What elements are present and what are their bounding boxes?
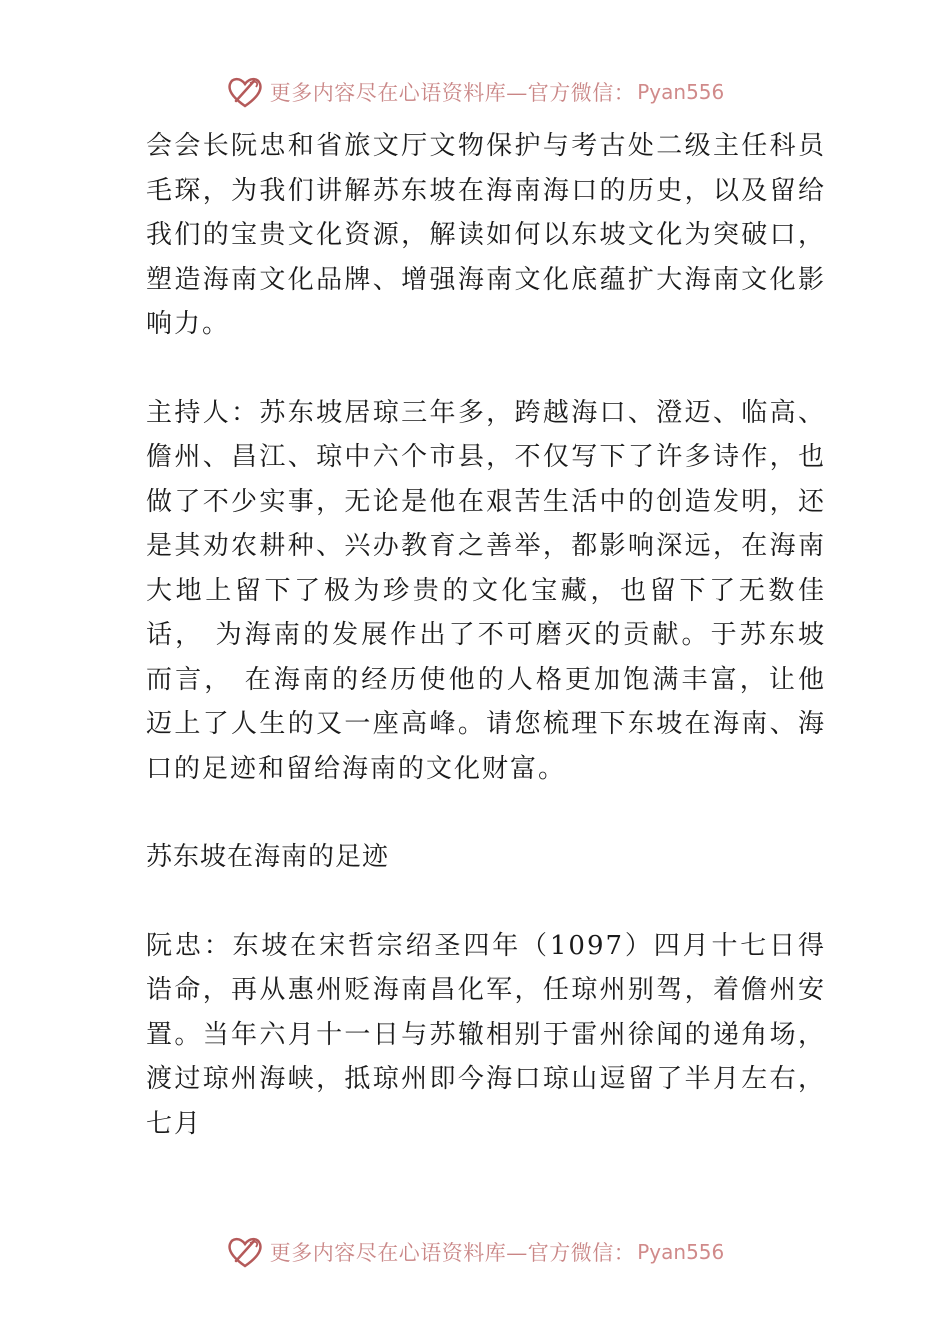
banner-text: 更多内容尽在心语资料库—官方微信： xyxy=(269,81,636,105)
section-heading: 苏东坡在海南的足迹 xyxy=(146,842,390,872)
paragraph-ruan-zhong: 阮忠：东坡在宋哲宗绍圣四年（1097）四月十七日得诰命，再从惠州贬海南昌化军，任琼州别驾，着儋州安置。当年六月十一日与苏辙相别于雷州徐闻的递角场，渡过琼州海峡，抵琼州即今海口琼山逗留了半月左右，七月 xyxy=(146,930,826,1139)
paragraph-host: 主持人：苏东坡居琼三年多，跨越海口、澄迈、临高、儋州、昌江、琼中六个市县，不仅写下了许多诗作，也做了不少实事，无论是他在艰苦生活中的创造发明，还是其劝农耕种、兴办教育之善举，都影响深远，在海南大地上留下了极为珍贵的文化宝藏，也留下了无数佳话， 为海南的发展作出了不可磨灭的贡献。于苏东坡而言， 在海南的经历使他的人格更加饱满丰富，让他迈上了人生的又一座高峰。请您梳理下东坡在海南、海口的足迹和留给海南的文化财富。 xyxy=(146,397,826,784)
document-body xyxy=(146,124,826,1190)
header-banner xyxy=(0,72,950,112)
banner-wechat-id: Pyan556 xyxy=(637,80,725,104)
banner-text: 更多内容尽在心语资料库—官方微信： xyxy=(269,1241,636,1265)
paragraph-intro: 会会长阮忠和省旅文厅文物保护与考古处二级主任科员毛琛，为我们讲解苏东坡在海南海口的历史，以及留给我们的宝贵文化资源，解读如何以东坡文化为突破口，塑造海南文化品牌、增强海南文化底蕴扩大海南文化影响力。 xyxy=(146,131,826,339)
heart-quill-logo-icon xyxy=(226,1235,264,1269)
banner-wechat-id: Pyan556 xyxy=(637,1240,725,1264)
footer-banner xyxy=(0,1232,950,1272)
heart-quill-logo-icon xyxy=(226,75,264,109)
